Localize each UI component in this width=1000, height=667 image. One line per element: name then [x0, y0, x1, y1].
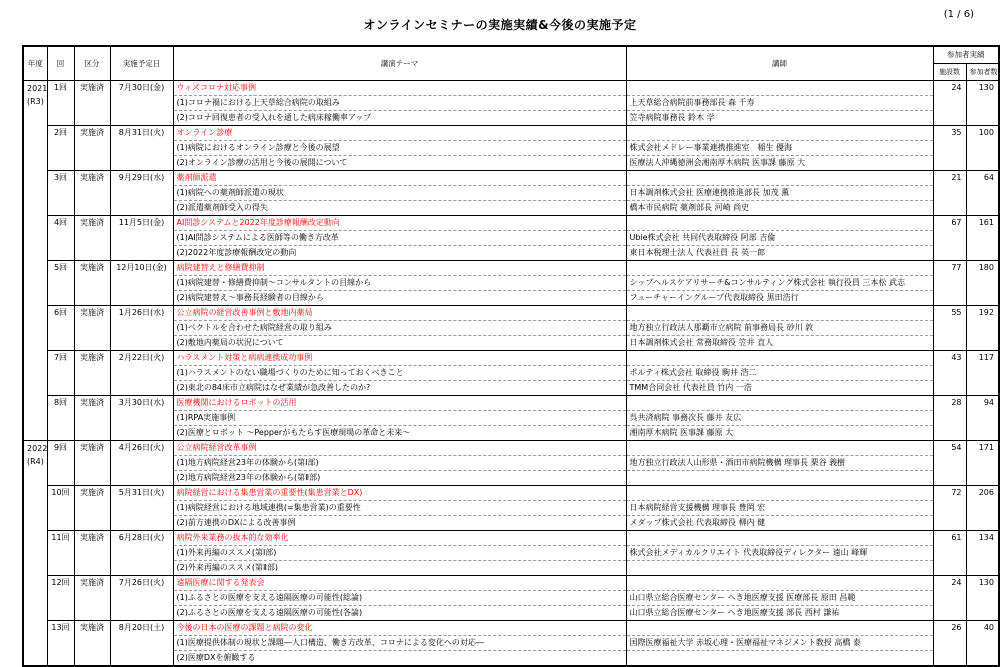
facilities-count-cell: 26: [933, 620, 966, 666]
year-label: 2022: [27, 443, 48, 453]
seminar-block-row: [23, 530, 999, 545]
category-cell: 実施済: [74, 260, 110, 305]
seminar-block-row: [23, 485, 999, 500]
category-cell: 実施済: [74, 575, 110, 620]
theme-title-cell: 公立病院の経営改善事例と敷地内薬局: [173, 305, 626, 320]
seminar-block-row: [23, 305, 999, 320]
date-cell: 12月10日(金): [110, 260, 173, 305]
col-header-session: 回: [47, 46, 74, 80]
lecturer-spacer-cell: [626, 395, 933, 410]
lecturer-spacer-cell: [626, 620, 933, 635]
theme-item-cell: (1)外来再編のススメ(第Ⅰ部): [173, 545, 626, 560]
theme-item-cell: (2)派遣薬剤師受入の得失: [173, 200, 626, 215]
attendees-count-cell: 206: [966, 485, 999, 530]
theme-title-cell: 病院経営における集患営業の重要性(集患営業とDX): [173, 485, 626, 500]
lecturer-cell: 山口県立総合医療センター へき地医療支援 部長 西村 謙祐: [626, 605, 933, 620]
theme-item-cell: (2)2022年度診療報酬改定の動向: [173, 245, 626, 260]
seminar-block-row: [23, 350, 999, 365]
col-header-year: 年度: [23, 46, 47, 80]
lecturer-cell: 山口県立総合医療センター へき地医療支援 医療部長 原田 昌範: [626, 590, 933, 605]
theme-item-cell: (1)AI問診システムによる医師等の働き方改革: [173, 230, 626, 245]
session-cell: 9回: [47, 440, 74, 485]
category-cell: 実施済: [74, 620, 110, 666]
facilities-count-cell: 67: [933, 215, 966, 260]
lecturer-cell: [626, 650, 933, 666]
lecturer-cell: メダップ株式会社 代表取締役 柳内 健: [626, 515, 933, 530]
seminar-block-row: [23, 575, 999, 590]
lecturer-cell: 笠寺病院事務長 鈴木 学: [626, 110, 933, 125]
theme-item-cell: (2)医療DXを俯瞰する: [173, 650, 626, 666]
date-cell: 7月26日(火): [110, 575, 173, 620]
theme-item-cell: (1)病院経営における地域連携(=集患営業)の重要性: [173, 500, 626, 515]
session-cell: 5回: [47, 260, 74, 305]
lecturer-cell: 株式会社メドレー事業連携推進室 稲生 優海: [626, 140, 933, 155]
facilities-count-cell: 72: [933, 485, 966, 530]
col-header-facilities: 施設数: [933, 63, 966, 80]
date-cell: 11月5日(金): [110, 215, 173, 260]
lecturer-spacer-cell: [626, 485, 933, 500]
date-cell: 4月26日(火): [110, 440, 173, 485]
category-cell: 実施済: [74, 350, 110, 395]
lecturer-cell: ポルティ株式会社 取締役 駒井 浩二: [626, 365, 933, 380]
date-cell: 7月30日(金): [110, 80, 173, 125]
theme-title-cell: オンライン診療: [173, 125, 626, 140]
lecturer-cell: フューチャーイングループ代表取締役 黒田浩行: [626, 290, 933, 305]
category-cell: 実施済: [74, 305, 110, 350]
lecturer-cell: 国際医療福祉大学 赤坂心理・医療福祉マネジメント教授 高橋 泰: [626, 635, 933, 650]
facilities-count-cell: 61: [933, 530, 966, 575]
attendees-count-cell: 40: [966, 620, 999, 666]
session-cell: 7回: [47, 350, 74, 395]
lecturer-cell: 株式会社メディカルクリエイト 代表取締役ディレクター 遠山 峰輝: [626, 545, 933, 560]
col-header-attendees: 参加者数: [966, 63, 999, 80]
lecturer-cell: 医療法人沖縄徳洲会湘南厚木病院 医事課 藤原 大: [626, 155, 933, 170]
session-cell: 10回: [47, 485, 74, 530]
lecturer-cell: [626, 560, 933, 575]
year-era-label: (R4): [27, 456, 44, 466]
theme-item-cell: (1)地方病院経営23年の体験から(第Ⅰ部): [173, 455, 626, 470]
attendees-count-cell: 171: [966, 440, 999, 485]
theme-item-cell: (2)外来再編のススメ(第Ⅱ部): [173, 560, 626, 575]
date-cell: 8月20日(土): [110, 620, 173, 666]
date-cell: 6月28日(火): [110, 530, 173, 575]
attendees-count-cell: 130: [966, 80, 999, 125]
seminar-block-row: [23, 125, 999, 140]
lecturer-spacer-cell: [626, 215, 933, 230]
theme-title-cell: 公立病院経営改革事例: [173, 440, 626, 455]
theme-title-cell: 薬剤師派遣: [173, 170, 626, 185]
category-cell: 実施済: [74, 485, 110, 530]
lecturer-cell: 湘南厚木病院 医事課 藤原 大: [626, 425, 933, 440]
facilities-count-cell: 35: [933, 125, 966, 170]
theme-title-cell: 今後の日本の医療の課題と病院の変化: [173, 620, 626, 635]
theme-item-cell: (1)医療提供体制の現状と課題―人口構造、働き方改革、コロナによる変化への対応―: [173, 635, 626, 650]
theme-item-cell: (2)東北の84床市立病院はなぜ業績が急改善したのか?: [173, 380, 626, 395]
col-header-theme: 講演テーマ: [173, 46, 626, 80]
theme-item-cell: (2)医療とロボット ～Pepperがもたらす医療現場の革命と未来～: [173, 425, 626, 440]
year-era-label: (R3): [27, 96, 44, 106]
theme-title-cell: AI問診システムと2022年度診療報酬改定動向: [173, 215, 626, 230]
facilities-count-cell: 43: [933, 350, 966, 395]
facilities-count-cell: 28: [933, 395, 966, 440]
lecturer-spacer-cell: [626, 350, 933, 365]
seminar-block-row: [23, 170, 999, 185]
theme-title-cell: 病院建替えと修繕費抑制: [173, 260, 626, 275]
attendees-count-cell: 134: [966, 530, 999, 575]
lecturer-spacer-cell: [626, 125, 933, 140]
category-cell: 実施済: [74, 80, 110, 125]
col-header-date: 実施予定日: [110, 46, 173, 80]
table-header-row: [23, 46, 999, 63]
category-cell: 実施済: [74, 530, 110, 575]
date-cell: 8月31日(火): [110, 125, 173, 170]
theme-item-cell: (1)ふるさとの医療を支える遠隔医療の可能性(総論): [173, 590, 626, 605]
attendees-count-cell: 64: [966, 170, 999, 215]
lecturer-spacer-cell: [626, 260, 933, 275]
theme-item-cell: (2)コロナ回復患者の受入れを通した病床稼働率アップ: [173, 110, 626, 125]
theme-item-cell: (2)ふるさとの医療を支える遠隔医療の可能性(各論): [173, 605, 626, 620]
theme-item-cell: (1)ベクトルを合わせた病院経営の取り組み: [173, 320, 626, 335]
facilities-count-cell: 55: [933, 305, 966, 350]
session-cell: 11回: [47, 530, 74, 575]
category-cell: 実施済: [74, 170, 110, 215]
session-cell: 13回: [47, 620, 74, 666]
year-cell: [23, 440, 47, 666]
lecturer-spacer-cell: [626, 530, 933, 545]
category-cell: 実施済: [74, 440, 110, 485]
lecturer-cell: 地方独立行政法人那覇市立病院 前事務局長 砂川 敦: [626, 320, 933, 335]
seminar-block-row: [23, 80, 999, 95]
session-cell: 12回: [47, 575, 74, 620]
facilities-count-cell: 21: [933, 170, 966, 215]
facilities-count-cell: 24: [933, 575, 966, 620]
session-cell: 3回: [47, 170, 74, 215]
facilities-count-cell: 24: [933, 80, 966, 125]
attendees-count-cell: 161: [966, 215, 999, 260]
lecturer-cell: 日本調剤株式会社 医療連携推進部長 加茂 薫: [626, 185, 933, 200]
lecturer-cell: 日本調剤株式会社 常務取締役 笠井 直人: [626, 335, 933, 350]
theme-title-cell: ウィズコロナ対応事例: [173, 80, 626, 95]
col-header-category: 区分: [74, 46, 110, 80]
seminar-table: [22, 45, 1000, 667]
session-cell: 2回: [47, 125, 74, 170]
seminar-block-row: [23, 215, 999, 230]
theme-title-cell: 病院外来業務の抜本的な効率化: [173, 530, 626, 545]
lecturer-cell: 日本病院経営支援機構 理事長 豊岡 宏: [626, 500, 933, 515]
attendees-count-cell: 130: [966, 575, 999, 620]
lecturer-cell: 東日本税理士法人 代表社員 長 英一郎: [626, 245, 933, 260]
date-cell: 2月22日(火): [110, 350, 173, 395]
lecturer-cell: Ubie株式会社 共同代表取締役 阿部 吉倫: [626, 230, 933, 245]
attendees-count-cell: 192: [966, 305, 999, 350]
lecturer-cell: TMM合同会社 代表社員 竹内 一浩: [626, 380, 933, 395]
date-cell: 5月31日(火): [110, 485, 173, 530]
lecturer-spacer-cell: [626, 170, 933, 185]
lecturer-cell: 上天草総合病院前事務部長 森 千寿: [626, 95, 933, 110]
lecturer-cell: [626, 470, 933, 485]
theme-title-cell: 医療機関におけるロボットの活用: [173, 395, 626, 410]
page-number: (1 / 6): [943, 9, 974, 20]
category-cell: 実施済: [74, 215, 110, 260]
theme-item-cell: (2)地方病院経営23年の体験から(第Ⅱ部): [173, 470, 626, 485]
date-cell: 9月29日(水): [110, 170, 173, 215]
theme-item-cell: (1)病院への薬剤師派遣の現状: [173, 185, 626, 200]
session-cell: 1回: [47, 80, 74, 125]
year-cell: [23, 80, 47, 440]
seminar-block-row: [23, 620, 999, 635]
theme-item-cell: (1)コロナ禍における上天草総合病院の取組み: [173, 95, 626, 110]
attendees-count-cell: 100: [966, 125, 999, 170]
col-header-participants: 参加者実績: [933, 46, 999, 63]
category-cell: 実施済: [74, 125, 110, 170]
col-header-lecturer: 講師: [626, 46, 933, 80]
lecturer-spacer-cell: [626, 440, 933, 455]
attendees-count-cell: 117: [966, 350, 999, 395]
lecturer-spacer-cell: [626, 305, 933, 320]
attendees-count-cell: 94: [966, 395, 999, 440]
theme-title-cell: 遠隔医療に関する発表会: [173, 575, 626, 590]
lecturer-cell: シップヘルスケアリサーチ&コンサルティング株式会社 執行役員 三本松 武志: [626, 275, 933, 290]
session-cell: 4回: [47, 215, 74, 260]
theme-item-cell: (2)敷地内薬局の状況について: [173, 335, 626, 350]
seminar-block-row: [23, 440, 999, 455]
session-cell: 6回: [47, 305, 74, 350]
theme-item-cell: (1)病院におけるオンライン診療と今後の展望: [173, 140, 626, 155]
date-cell: 1月26日(水): [110, 305, 173, 350]
seminar-block-row: [23, 260, 999, 275]
lecturer-cell: 呉共済病院 事務次長 藤井 友広: [626, 410, 933, 425]
category-cell: 実施済: [74, 395, 110, 440]
theme-item-cell: (2)オンライン診療の活用と今後の展開について: [173, 155, 626, 170]
page-title: オンラインセミナーの実施実績&今後の実施予定: [363, 18, 637, 32]
lecturer-spacer-cell: [626, 575, 933, 590]
year-label: 2021: [27, 83, 48, 93]
session-cell: 8回: [47, 395, 74, 440]
theme-item-cell: (1)ハラスメントのない職場づくりのために知っておくべきこと: [173, 365, 626, 380]
theme-item-cell: (1)RPA実施事例: [173, 410, 626, 425]
attendees-count-cell: 180: [966, 260, 999, 305]
facilities-count-cell: 54: [933, 440, 966, 485]
theme-item-cell: (1)病院建替・修繕費抑制～コンサルタントの目線から: [173, 275, 626, 290]
lecturer-cell: 地方独立行政法人山形県・酒田市病院機構 理事長 栗谷 義樹: [626, 455, 933, 470]
theme-item-cell: (2)前方連携のDXによる改善事例: [173, 515, 626, 530]
facilities-count-cell: 77: [933, 260, 966, 305]
theme-title-cell: ハラスメント対策と病病連携成功事例: [173, 350, 626, 365]
seminar-block-row: [23, 395, 999, 410]
date-cell: 3月30日(水): [110, 395, 173, 440]
theme-item-cell: (2)病院建替え～事務長経験者の目線から: [173, 290, 626, 305]
lecturer-spacer-cell: [626, 80, 933, 95]
lecturer-cell: 橋本市民病院 薬剤部長 河崎 尚史: [626, 200, 933, 215]
